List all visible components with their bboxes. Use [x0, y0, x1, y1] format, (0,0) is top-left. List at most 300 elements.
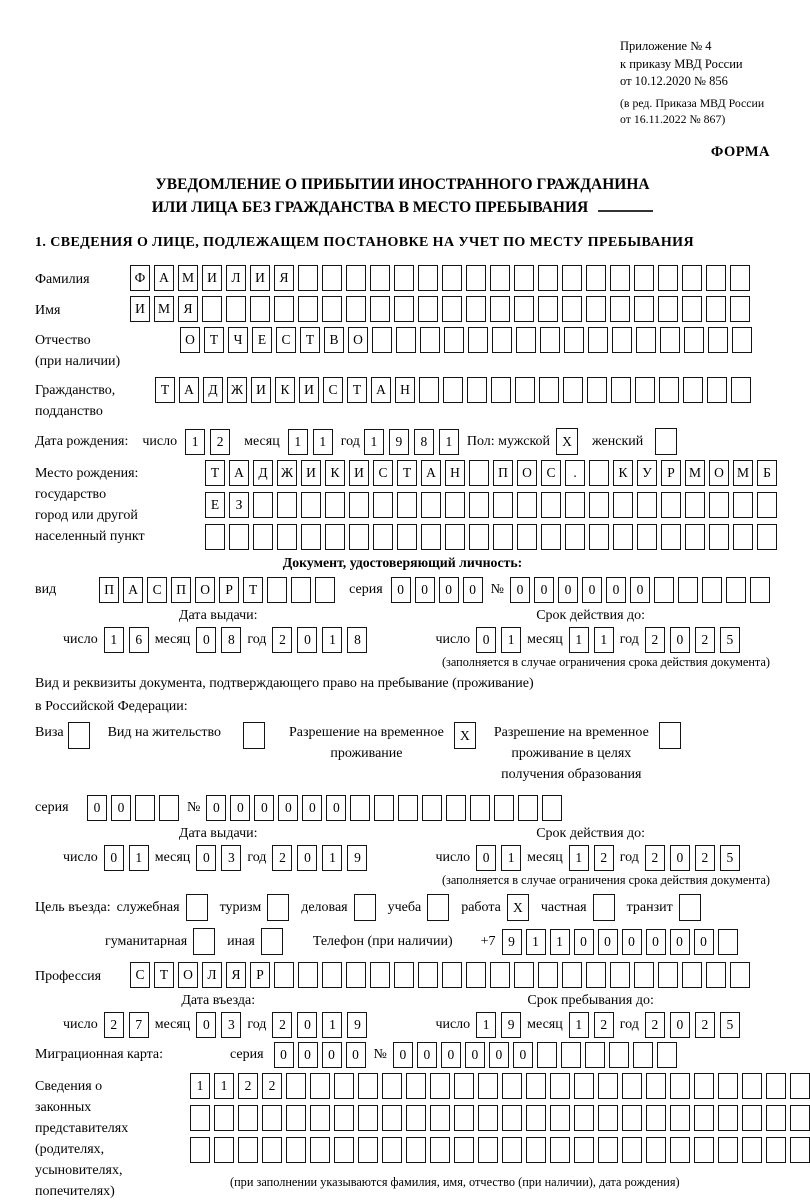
- migration-series-cell[interactable]: 0: [322, 1042, 342, 1068]
- citizenship-cell[interactable]: [611, 377, 631, 403]
- surname-cell[interactable]: [706, 265, 726, 291]
- surname-cell[interactable]: [610, 265, 630, 291]
- residence-series-cell[interactable]: 0: [111, 795, 131, 821]
- surname-cell[interactable]: [298, 265, 318, 291]
- residence-number-cell[interactable]: [518, 795, 538, 821]
- residence-number-cell[interactable]: 0: [230, 795, 250, 821]
- birth-place-cell[interactable]: О: [517, 460, 537, 486]
- legal-rep-cell[interactable]: [670, 1073, 690, 1099]
- temp-permit-checkbox[interactable]: X: [454, 722, 476, 749]
- profession-cell[interactable]: Р: [250, 962, 270, 988]
- legal-rep-cell[interactable]: [694, 1073, 714, 1099]
- birth-place-cell[interactable]: К: [613, 460, 633, 486]
- surname-cell[interactable]: [514, 265, 534, 291]
- profession-cell[interactable]: [322, 962, 342, 988]
- birth-place-cell[interactable]: [469, 524, 489, 550]
- legal-rep-cell[interactable]: [790, 1105, 810, 1131]
- birth-place-cell[interactable]: Т: [205, 460, 225, 486]
- doc-series-cell[interactable]: 0: [439, 577, 459, 603]
- legal-rep-cell[interactable]: [238, 1105, 258, 1131]
- citizenship-cell[interactable]: [467, 377, 487, 403]
- legal-rep-cell[interactable]: [214, 1105, 234, 1131]
- entry-month-cell[interactable]: 0: [196, 1012, 216, 1038]
- doc-number-cell[interactable]: [654, 577, 674, 603]
- legal-rep-cell[interactable]: [718, 1105, 738, 1131]
- profession-cell[interactable]: [610, 962, 630, 988]
- birth-place-cell[interactable]: И: [301, 460, 321, 486]
- legal-rep-cell[interactable]: [718, 1073, 738, 1099]
- surname-cell[interactable]: [586, 265, 606, 291]
- profession-cell[interactable]: [394, 962, 414, 988]
- stay-month-cell[interactable]: 2: [594, 1012, 614, 1038]
- legal-rep-cell[interactable]: [670, 1105, 690, 1131]
- given-name-cell[interactable]: [274, 296, 294, 322]
- migration-number-cell[interactable]: [585, 1042, 605, 1068]
- phone-digit-cell[interactable]: 0: [646, 929, 666, 955]
- legal-rep-cell[interactable]: [742, 1073, 762, 1099]
- phone-digit-cell[interactable]: 0: [574, 929, 594, 955]
- birth-month-cell[interactable]: 1: [288, 429, 308, 455]
- profession-cell[interactable]: С: [130, 962, 150, 988]
- residence-number-cell[interactable]: [374, 795, 394, 821]
- res-issue-day-cell[interactable]: 1: [129, 845, 149, 871]
- birth-place-cell[interactable]: [709, 524, 729, 550]
- legal-rep-cell[interactable]: [502, 1137, 522, 1163]
- citizenship-cell[interactable]: Т: [155, 377, 175, 403]
- legal-rep-cell[interactable]: [502, 1073, 522, 1099]
- birth-place-cell[interactable]: [685, 492, 705, 518]
- birth-place-cell[interactable]: [421, 492, 441, 518]
- male-checkbox[interactable]: X: [556, 428, 578, 455]
- legal-rep-cell[interactable]: [646, 1073, 666, 1099]
- migration-number-cell[interactable]: 0: [417, 1042, 437, 1068]
- res-expiry-year-cell[interactable]: 2: [695, 845, 715, 871]
- doc-number-cell[interactable]: 0: [582, 577, 602, 603]
- stay-year-cell[interactable]: 0: [670, 1012, 690, 1038]
- birth-place-cell[interactable]: [541, 492, 561, 518]
- birth-place-cell[interactable]: [349, 492, 369, 518]
- surname-cell[interactable]: [346, 265, 366, 291]
- legal-rep-cell[interactable]: [286, 1137, 306, 1163]
- legal-rep-cell[interactable]: [598, 1105, 618, 1131]
- patronymic-cell[interactable]: [708, 327, 728, 353]
- surname-cell[interactable]: [418, 265, 438, 291]
- birth-place-cell[interactable]: [301, 492, 321, 518]
- residence-number-cell[interactable]: 0: [254, 795, 274, 821]
- legal-rep-cell[interactable]: [742, 1137, 762, 1163]
- purpose-work-checkbox[interactable]: X: [507, 894, 529, 921]
- given-name-cell[interactable]: [418, 296, 438, 322]
- doc-number-cell[interactable]: 0: [630, 577, 650, 603]
- citizenship-cell[interactable]: [419, 377, 439, 403]
- edu-permit-checkbox[interactable]: [659, 722, 681, 749]
- birth-place-cell[interactable]: [661, 524, 681, 550]
- patronymic-cell[interactable]: [372, 327, 392, 353]
- profession-cell[interactable]: [442, 962, 462, 988]
- legal-rep-cell[interactable]: [310, 1137, 330, 1163]
- profession-cell[interactable]: [538, 962, 558, 988]
- legal-rep-cell[interactable]: 2: [238, 1073, 258, 1099]
- citizenship-cell[interactable]: [491, 377, 511, 403]
- given-name-cell[interactable]: [466, 296, 486, 322]
- citizenship-cell[interactable]: [563, 377, 583, 403]
- legal-rep-cell[interactable]: [262, 1137, 282, 1163]
- res-expiry-year-cell[interactable]: 5: [720, 845, 740, 871]
- migration-series-cell[interactable]: 0: [298, 1042, 318, 1068]
- legal-rep-cell[interactable]: [262, 1105, 282, 1131]
- surname-cell[interactable]: М: [178, 265, 198, 291]
- birth-place-cell[interactable]: [205, 524, 225, 550]
- purpose-private-checkbox[interactable]: [593, 894, 615, 921]
- patronymic-cell[interactable]: В: [324, 327, 344, 353]
- legal-rep-cell[interactable]: [574, 1137, 594, 1163]
- legal-rep-cell[interactable]: [310, 1105, 330, 1131]
- birth-place-cell[interactable]: М: [685, 460, 705, 486]
- residence-series-cell[interactable]: [159, 795, 179, 821]
- issue-year-cell[interactable]: 1: [322, 627, 342, 653]
- legal-rep-cell[interactable]: [550, 1105, 570, 1131]
- birth-day-cell[interactable]: 1: [185, 429, 205, 455]
- phone-digit-cell[interactable]: 0: [622, 929, 642, 955]
- patronymic-cell[interactable]: [684, 327, 704, 353]
- profession-cell[interactable]: [298, 962, 318, 988]
- citizenship-cell[interactable]: [635, 377, 655, 403]
- given-name-cell[interactable]: [514, 296, 534, 322]
- stay-year-cell[interactable]: 2: [695, 1012, 715, 1038]
- patronymic-cell[interactable]: С: [276, 327, 296, 353]
- expiry-year-cell[interactable]: 0: [670, 627, 690, 653]
- surname-cell[interactable]: Ф: [130, 265, 150, 291]
- legal-rep-cell[interactable]: [526, 1105, 546, 1131]
- profession-cell[interactable]: [370, 962, 390, 988]
- citizenship-cell[interactable]: [707, 377, 727, 403]
- res-issue-year-cell[interactable]: 9: [347, 845, 367, 871]
- citizenship-cell[interactable]: [587, 377, 607, 403]
- birth-place-cell[interactable]: [277, 492, 297, 518]
- given-name-cell[interactable]: [538, 296, 558, 322]
- patronymic-cell[interactable]: О: [180, 327, 200, 353]
- profession-cell[interactable]: О: [178, 962, 198, 988]
- legal-rep-cell[interactable]: [478, 1137, 498, 1163]
- legal-rep-cell[interactable]: [454, 1073, 474, 1099]
- given-name-cell[interactable]: [298, 296, 318, 322]
- birth-place-cell[interactable]: [637, 492, 657, 518]
- doc-kind-cell[interactable]: А: [123, 577, 143, 603]
- patronymic-cell[interactable]: [660, 327, 680, 353]
- birth-year-cell[interactable]: 1: [364, 429, 384, 455]
- stay-year-cell[interactable]: 2: [645, 1012, 665, 1038]
- stay-year-cell[interactable]: 5: [720, 1012, 740, 1038]
- birth-day-cell[interactable]: 2: [210, 429, 230, 455]
- legal-rep-cell[interactable]: [214, 1137, 234, 1163]
- birth-place-cell[interactable]: П: [493, 460, 513, 486]
- birth-place-cell[interactable]: [373, 492, 393, 518]
- birth-year-cell[interactable]: 8: [414, 429, 434, 455]
- birth-place-cell[interactable]: [397, 524, 417, 550]
- residence-series-cell[interactable]: 0: [87, 795, 107, 821]
- citizenship-cell[interactable]: Ж: [227, 377, 247, 403]
- given-name-cell[interactable]: [370, 296, 390, 322]
- purpose-tourism-checkbox[interactable]: [267, 894, 289, 921]
- patronymic-cell[interactable]: Т: [204, 327, 224, 353]
- given-name-cell[interactable]: [442, 296, 462, 322]
- patronymic-cell[interactable]: [492, 327, 512, 353]
- citizenship-cell[interactable]: А: [371, 377, 391, 403]
- birth-place-cell[interactable]: [445, 492, 465, 518]
- entry-year-cell[interactable]: 0: [297, 1012, 317, 1038]
- surname-cell[interactable]: [658, 265, 678, 291]
- legal-rep-cell[interactable]: [574, 1073, 594, 1099]
- legal-rep-cell[interactable]: [766, 1073, 786, 1099]
- legal-rep-cell[interactable]: [694, 1105, 714, 1131]
- migration-number-cell[interactable]: 0: [441, 1042, 461, 1068]
- doc-series-cell[interactable]: 0: [463, 577, 483, 603]
- doc-number-cell[interactable]: 0: [534, 577, 554, 603]
- expiry-year-cell[interactable]: 5: [720, 627, 740, 653]
- legal-rep-cell[interactable]: [382, 1137, 402, 1163]
- birth-place-cell[interactable]: [637, 524, 657, 550]
- legal-rep-cell[interactable]: [742, 1105, 762, 1131]
- doc-kind-cell[interactable]: П: [99, 577, 119, 603]
- legal-rep-cell[interactable]: [526, 1137, 546, 1163]
- legal-rep-cell[interactable]: [622, 1073, 642, 1099]
- citizenship-cell[interactable]: [443, 377, 463, 403]
- given-name-cell[interactable]: [250, 296, 270, 322]
- legal-rep-cell[interactable]: [646, 1137, 666, 1163]
- legal-rep-cell[interactable]: [430, 1105, 450, 1131]
- stay-day-cell[interactable]: 1: [476, 1012, 496, 1038]
- given-name-cell[interactable]: М: [154, 296, 174, 322]
- profession-cell[interactable]: [706, 962, 726, 988]
- doc-number-cell[interactable]: 0: [558, 577, 578, 603]
- birth-place-cell[interactable]: С: [373, 460, 393, 486]
- entry-year-cell[interactable]: 1: [322, 1012, 342, 1038]
- legal-rep-cell[interactable]: [694, 1137, 714, 1163]
- res-expiry-year-cell[interactable]: 2: [645, 845, 665, 871]
- issue-year-cell[interactable]: 8: [347, 627, 367, 653]
- legal-rep-cell[interactable]: [190, 1137, 210, 1163]
- legal-rep-cell[interactable]: [718, 1137, 738, 1163]
- profession-cell[interactable]: [562, 962, 582, 988]
- doc-number-cell[interactable]: 0: [606, 577, 626, 603]
- birth-place-cell[interactable]: И: [349, 460, 369, 486]
- birth-year-cell[interactable]: 1: [439, 429, 459, 455]
- migration-series-cell[interactable]: 0: [274, 1042, 294, 1068]
- residence-series-cell[interactable]: [135, 795, 155, 821]
- profession-cell[interactable]: [658, 962, 678, 988]
- given-name-cell[interactable]: [226, 296, 246, 322]
- legal-rep-cell[interactable]: 1: [190, 1073, 210, 1099]
- migration-number-cell[interactable]: 0: [465, 1042, 485, 1068]
- birth-place-cell[interactable]: [565, 492, 585, 518]
- birth-place-cell[interactable]: [493, 492, 513, 518]
- birth-place-cell[interactable]: Д: [253, 460, 273, 486]
- residence-number-cell[interactable]: [446, 795, 466, 821]
- birth-place-cell[interactable]: [517, 492, 537, 518]
- given-name-cell[interactable]: [634, 296, 654, 322]
- patronymic-cell[interactable]: [516, 327, 536, 353]
- legal-rep-cell[interactable]: [406, 1073, 426, 1099]
- legal-rep-cell[interactable]: [430, 1137, 450, 1163]
- legal-rep-cell[interactable]: [478, 1105, 498, 1131]
- legal-rep-cell[interactable]: [286, 1073, 306, 1099]
- birth-place-cell[interactable]: О: [709, 460, 729, 486]
- given-name-cell[interactable]: [346, 296, 366, 322]
- birth-place-cell[interactable]: [493, 524, 513, 550]
- female-checkbox[interactable]: [655, 428, 677, 455]
- profession-cell[interactable]: [634, 962, 654, 988]
- migration-number-cell[interactable]: 0: [489, 1042, 509, 1068]
- birth-place-cell[interactable]: Н: [445, 460, 465, 486]
- purpose-humanitarian-checkbox[interactable]: [193, 928, 215, 955]
- issue-year-cell[interactable]: 2: [272, 627, 292, 653]
- birth-place-cell[interactable]: Б: [757, 460, 777, 486]
- birth-place-cell[interactable]: [253, 524, 273, 550]
- legal-rep-cell[interactable]: 2: [262, 1073, 282, 1099]
- given-name-cell[interactable]: Я: [178, 296, 198, 322]
- surname-cell[interactable]: [682, 265, 702, 291]
- legal-rep-cell[interactable]: [598, 1137, 618, 1163]
- legal-rep-cell[interactable]: [670, 1137, 690, 1163]
- birth-place-cell[interactable]: Ж: [277, 460, 297, 486]
- legal-rep-cell[interactable]: [622, 1137, 642, 1163]
- profession-cell[interactable]: [514, 962, 534, 988]
- given-name-cell[interactable]: [706, 296, 726, 322]
- surname-cell[interactable]: [442, 265, 462, 291]
- residence-number-cell[interactable]: 0: [206, 795, 226, 821]
- expiry-month-cell[interactable]: 1: [569, 627, 589, 653]
- surname-cell[interactable]: [394, 265, 414, 291]
- migration-number-cell[interactable]: [633, 1042, 653, 1068]
- birth-place-cell[interactable]: [613, 492, 633, 518]
- res-expiry-day-cell[interactable]: 1: [501, 845, 521, 871]
- purpose-business-checkbox[interactable]: [354, 894, 376, 921]
- legal-rep-cell[interactable]: [478, 1073, 498, 1099]
- birth-place-cell[interactable]: К: [325, 460, 345, 486]
- legal-rep-cell[interactable]: [646, 1105, 666, 1131]
- residence-permit-checkbox[interactable]: [243, 722, 265, 749]
- res-issue-year-cell[interactable]: 1: [322, 845, 342, 871]
- patronymic-cell[interactable]: Т: [300, 327, 320, 353]
- given-name-cell[interactable]: [658, 296, 678, 322]
- birth-place-cell[interactable]: [757, 524, 777, 550]
- birth-place-cell[interactable]: [397, 492, 417, 518]
- phone-digit-cell[interactable]: [718, 929, 738, 955]
- entry-year-cell[interactable]: 9: [347, 1012, 367, 1038]
- patronymic-cell[interactable]: [540, 327, 560, 353]
- legal-rep-cell[interactable]: [430, 1073, 450, 1099]
- migration-number-cell[interactable]: 0: [513, 1042, 533, 1068]
- citizenship-cell[interactable]: Т: [347, 377, 367, 403]
- surname-cell[interactable]: [490, 265, 510, 291]
- legal-rep-cell[interactable]: [526, 1073, 546, 1099]
- residence-number-cell[interactable]: [494, 795, 514, 821]
- migration-number-cell[interactable]: 0: [393, 1042, 413, 1068]
- issue-day-cell[interactable]: 1: [104, 627, 124, 653]
- doc-number-cell[interactable]: [702, 577, 722, 603]
- citizenship-cell[interactable]: Д: [203, 377, 223, 403]
- birth-place-cell[interactable]: [589, 524, 609, 550]
- given-name-cell[interactable]: [490, 296, 510, 322]
- migration-number-cell[interactable]: [657, 1042, 677, 1068]
- doc-kind-cell[interactable]: Т: [243, 577, 263, 603]
- given-name-cell[interactable]: И: [130, 296, 150, 322]
- given-name-cell[interactable]: [730, 296, 750, 322]
- stay-day-cell[interactable]: 9: [501, 1012, 521, 1038]
- surname-cell[interactable]: [562, 265, 582, 291]
- patronymic-cell[interactable]: [612, 327, 632, 353]
- birth-place-cell[interactable]: [661, 492, 681, 518]
- given-name-cell[interactable]: [322, 296, 342, 322]
- surname-cell[interactable]: [538, 265, 558, 291]
- birth-place-cell[interactable]: [349, 524, 369, 550]
- phone-digit-cell[interactable]: 1: [550, 929, 570, 955]
- birth-place-cell[interactable]: [733, 524, 753, 550]
- res-issue-month-cell[interactable]: 3: [221, 845, 241, 871]
- birth-place-cell[interactable]: [589, 492, 609, 518]
- patronymic-cell[interactable]: Е: [252, 327, 272, 353]
- legal-rep-cell[interactable]: [358, 1073, 378, 1099]
- birth-place-cell[interactable]: [421, 524, 441, 550]
- citizenship-cell[interactable]: [539, 377, 559, 403]
- doc-number-cell[interactable]: [726, 577, 746, 603]
- legal-rep-cell[interactable]: [334, 1073, 354, 1099]
- purpose-study-checkbox[interactable]: [427, 894, 449, 921]
- migration-number-cell[interactable]: [609, 1042, 629, 1068]
- given-name-cell[interactable]: [202, 296, 222, 322]
- surname-cell[interactable]: И: [202, 265, 222, 291]
- citizenship-cell[interactable]: [683, 377, 703, 403]
- surname-cell[interactable]: [730, 265, 750, 291]
- surname-cell[interactable]: [634, 265, 654, 291]
- residence-number-cell[interactable]: 0: [302, 795, 322, 821]
- legal-rep-cell[interactable]: [454, 1105, 474, 1131]
- birth-place-cell[interactable]: А: [229, 460, 249, 486]
- citizenship-cell[interactable]: [515, 377, 535, 403]
- birth-place-cell[interactable]: У: [637, 460, 657, 486]
- residence-number-cell[interactable]: [542, 795, 562, 821]
- patronymic-cell[interactable]: [564, 327, 584, 353]
- expiry-day-cell[interactable]: 1: [501, 627, 521, 653]
- phone-digit-cell[interactable]: 0: [694, 929, 714, 955]
- doc-kind-cell[interactable]: Р: [219, 577, 239, 603]
- doc-kind-cell[interactable]: С: [147, 577, 167, 603]
- surname-cell[interactable]: Л: [226, 265, 246, 291]
- birth-place-cell[interactable]: Е: [205, 492, 225, 518]
- patronymic-cell[interactable]: О: [348, 327, 368, 353]
- entry-month-cell[interactable]: 3: [221, 1012, 241, 1038]
- legal-rep-cell[interactable]: [334, 1137, 354, 1163]
- patronymic-cell[interactable]: [636, 327, 656, 353]
- residence-number-cell[interactable]: 0: [326, 795, 346, 821]
- doc-number-cell[interactable]: [678, 577, 698, 603]
- doc-number-cell[interactable]: [750, 577, 770, 603]
- issue-month-cell[interactable]: 0: [196, 627, 216, 653]
- birth-place-cell[interactable]: [445, 524, 465, 550]
- legal-rep-cell[interactable]: [790, 1137, 810, 1163]
- stay-month-cell[interactable]: 1: [569, 1012, 589, 1038]
- legal-rep-cell[interactable]: [622, 1105, 642, 1131]
- birth-place-cell[interactable]: [733, 492, 753, 518]
- legal-rep-cell[interactable]: [334, 1105, 354, 1131]
- legal-rep-cell[interactable]: [574, 1105, 594, 1131]
- birth-place-cell[interactable]: [229, 524, 249, 550]
- legal-rep-cell[interactable]: [502, 1105, 522, 1131]
- surname-cell[interactable]: И: [250, 265, 270, 291]
- citizenship-cell[interactable]: [659, 377, 679, 403]
- purpose-transit-checkbox[interactable]: [679, 894, 701, 921]
- profession-cell[interactable]: Т: [154, 962, 174, 988]
